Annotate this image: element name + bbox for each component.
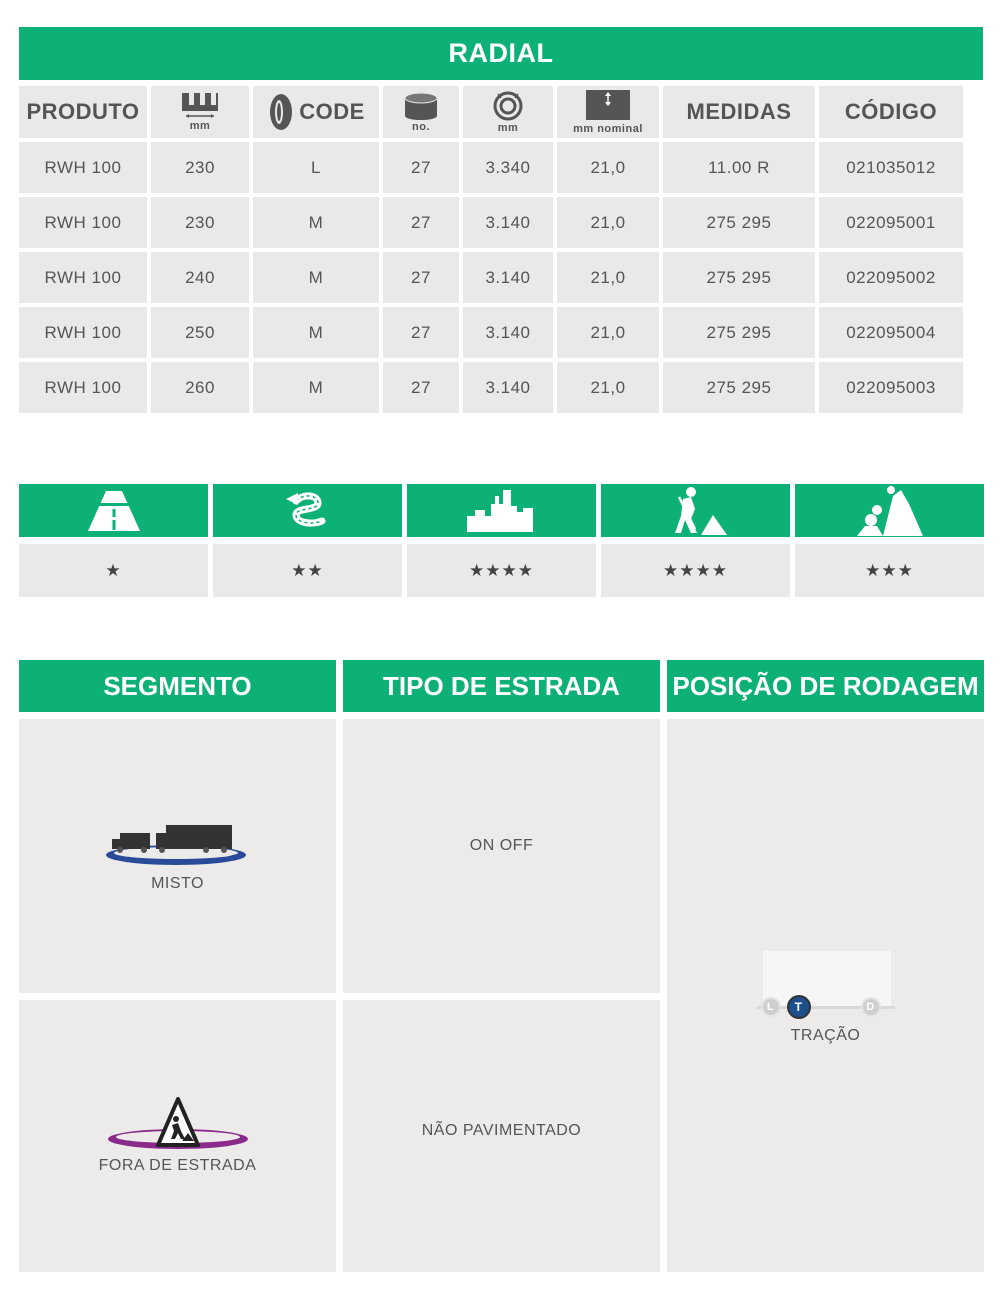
segmento-fora-label: FORA DE ESTRADA — [98, 1157, 257, 1174]
cell-depth: 21,0 — [557, 197, 659, 248]
cell-medidas: 11.00 R — [663, 142, 815, 193]
cell-diameter: 3.140 — [463, 362, 553, 413]
code-label: CODE — [299, 99, 365, 124]
posicao-label: TRAÇÃO — [790, 1026, 861, 1044]
header-ply — [383, 86, 459, 138]
condition-rocky — [795, 484, 984, 537]
tread-width-icon — [180, 93, 220, 119]
cell-code: L — [253, 142, 379, 193]
table-header-row — [19, 86, 963, 138]
cell-width: 260 — [151, 362, 249, 413]
spec-table — [15, 82, 967, 417]
segmento-header: SEGMENTO — [19, 660, 336, 712]
tipo-on-off-label: ON OFF — [469, 837, 534, 854]
axle-diagram — [751, 947, 901, 1025]
diameter-unit: mm — [497, 121, 519, 134]
mixed-trucks-icon — [106, 819, 250, 871]
cell-produto: RWH 100 — [19, 197, 147, 248]
rating-highway: ★ — [19, 544, 208, 597]
cell-codigo: 022095001 — [819, 197, 963, 248]
tipo-nao-pavimentado — [343, 1000, 660, 1272]
cell-width: 240 — [151, 252, 249, 303]
ply-unit: no. — [412, 120, 430, 133]
cell-ply: 27 — [383, 142, 459, 193]
tread-depth-icon — [586, 90, 630, 122]
construction-worker-icon — [665, 487, 727, 535]
tire-code-icon — [267, 93, 295, 131]
cell-code: M — [253, 362, 379, 413]
cell-ply: 27 — [383, 252, 459, 303]
condition-ratings-row — [19, 544, 984, 597]
condition-curvy-road — [213, 484, 402, 537]
cell-depth: 21,0 — [557, 362, 659, 413]
cell-diameter: 3.140 — [463, 307, 553, 358]
rating-rocky: ★★★ — [795, 544, 984, 597]
cell-diameter: 3.340 — [463, 142, 553, 193]
depth-unit: mm nominal — [573, 122, 643, 135]
table-title: RADIAL — [19, 27, 983, 80]
cell-width: 250 — [151, 307, 249, 358]
axle-l-badge: L — [761, 997, 781, 1017]
header-depth — [557, 86, 659, 138]
cell-depth: 21,0 — [557, 307, 659, 358]
rating-city: ★★★★ — [407, 544, 596, 597]
rating-construction: ★★★★ — [601, 544, 790, 597]
condition-highway — [19, 484, 208, 537]
table-row — [19, 197, 963, 248]
cell-codigo: 022095002 — [819, 252, 963, 303]
off-road-sign-icon — [106, 1097, 250, 1157]
cell-code: M — [253, 307, 379, 358]
cell-medidas: 275 295 — [663, 362, 815, 413]
table-row — [19, 252, 963, 303]
table-row — [19, 307, 963, 358]
posicao-header: POSIÇÃO DE RODAGEM — [667, 660, 984, 712]
tipo-on-off — [343, 719, 660, 993]
tipo-estrada-header: TIPO DE ESTRADA — [343, 660, 660, 712]
posicao-box — [667, 719, 984, 1272]
cell-ply: 27 — [383, 362, 459, 413]
cell-width: 230 — [151, 142, 249, 193]
highway-icon — [88, 491, 140, 531]
cell-produto: RWH 100 — [19, 362, 147, 413]
cell-depth: 21,0 — [557, 252, 659, 303]
cell-produto: RWH 100 — [19, 142, 147, 193]
header-produto: PRODUTO — [19, 86, 147, 138]
cell-width: 230 — [151, 197, 249, 248]
cell-code: M — [253, 252, 379, 303]
header-width — [151, 86, 249, 138]
cell-medidas: 275 295 — [663, 307, 815, 358]
axle-t-badge: T — [787, 995, 811, 1019]
header-diameter — [463, 86, 553, 138]
table-row — [19, 362, 963, 413]
cell-codigo: 021035012 — [819, 142, 963, 193]
rating-curvy-road: ★★ — [213, 544, 402, 597]
condition-construction — [601, 484, 790, 537]
cell-produto: RWH 100 — [19, 252, 147, 303]
segmento-misto-label: MISTO — [151, 875, 204, 892]
cell-diameter: 3.140 — [463, 197, 553, 248]
curvy-road-icon — [282, 491, 334, 531]
header-code — [253, 86, 379, 138]
diameter-icon — [491, 91, 525, 121]
cell-codigo: 022095004 — [819, 307, 963, 358]
segmento-fora-de-estrada — [19, 1000, 336, 1272]
condition-city — [407, 484, 596, 537]
cell-depth: 21,0 — [557, 142, 659, 193]
header-medidas: MEDIDAS — [663, 86, 815, 138]
segmento-misto — [19, 719, 336, 993]
cell-ply: 27 — [383, 307, 459, 358]
cell-medidas: 275 295 — [663, 197, 815, 248]
cell-diameter: 3.140 — [463, 252, 553, 303]
cell-code: M — [253, 197, 379, 248]
width-unit: mm — [189, 119, 211, 132]
cell-ply: 27 — [383, 197, 459, 248]
axle-d-badge: D — [861, 997, 881, 1017]
tipo-nao-pavimentado-label: NÃO PAVIMENTADO — [421, 1122, 582, 1139]
cell-produto: RWH 100 — [19, 307, 147, 358]
rocky-terrain-icon — [857, 486, 923, 536]
city-icon — [467, 490, 537, 532]
header-codigo: CÓDIGO — [819, 86, 963, 138]
condition-icons-row — [19, 484, 984, 537]
cell-medidas: 275 295 — [663, 252, 815, 303]
table-row — [19, 142, 963, 193]
cell-codigo: 022095003 — [819, 362, 963, 413]
ply-rating-icon — [403, 92, 439, 120]
